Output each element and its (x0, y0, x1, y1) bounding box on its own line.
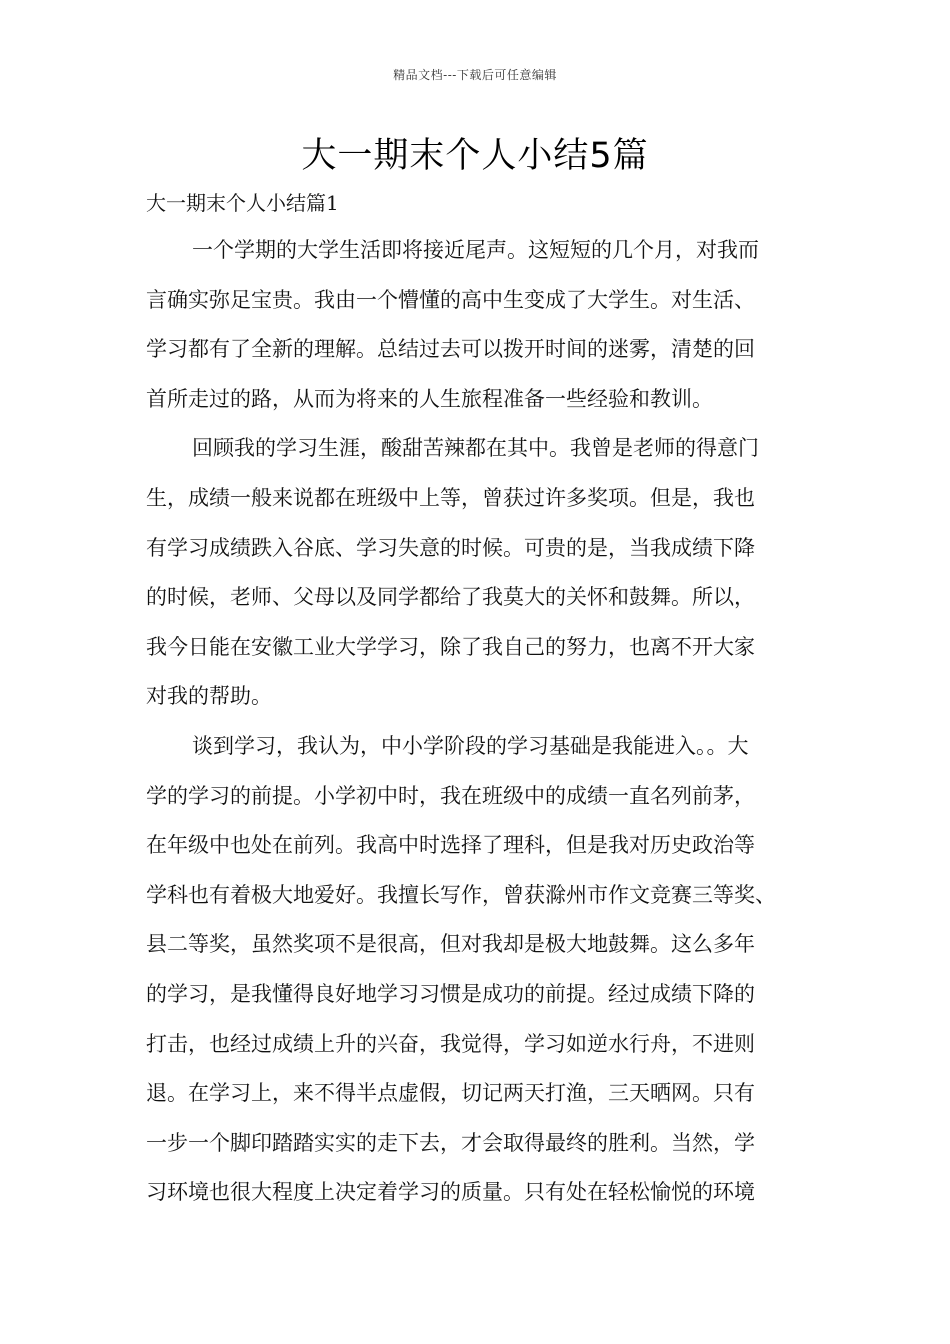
paragraph-line: 在年级中也处在前列。我高中时选择了理科，但是我对历史政治等 (146, 833, 755, 858)
paragraph-line: 首所走过的路，从而为将来的人生旅程准备一些经验和教训。 (146, 386, 713, 411)
paragraph-line: 县二等奖，虽然奖项不是很高，但对我却是极大地鼓舞。这么多年 (146, 932, 755, 957)
paragraph-line: 对我的帮助。 (146, 684, 272, 709)
paragraph-line: 一步一个脚印踏踏实实的走下去，才会取得最终的胜利。当然，学 (146, 1130, 755, 1155)
paragraph-line: 退。在学习上，来不得半点虚假，切记两天打渔，三天晒网。只有 (146, 1081, 755, 1106)
paragraph-line: 有学习成绩跌入谷底、学习失意的时候。可贵的是，当我成绩下降 (146, 535, 755, 560)
header-note: 精品文档---下载后可任意编辑 (393, 68, 557, 82)
paragraph-line: 打击，也经过成绩上升的兴奋，我觉得，学习如逆水行舟，不进则 (146, 1031, 755, 1056)
body-text (146, 226, 816, 1218)
paragraph-line: 回顾我的学习生涯，酸甜苦辣都在其中。我曾是老师的得意门 (192, 436, 759, 461)
paragraph-line: 一个学期的大学生活即将接近尾声。这短短的几个月，对我而 (192, 238, 759, 262)
paragraph-line: 的时候，老师、父母以及同学都给了我莫大的关怀和鼓舞。所以， (146, 585, 755, 610)
paragraph-line: 谈到学习，我认为，中小学阶段的学习基础是我能进入。。大 (192, 733, 749, 758)
paragraph-line: 习环境也很大程度上决定着学习的质量。只有处在轻松愉悦的环境 (146, 1180, 755, 1205)
paragraph-line: 学习都有了全新的理解。总结过去可以拨开时间的迷雾，清楚的回 (146, 337, 755, 362)
paragraph-line: 生，成绩一般来说都在班级中上等，曾获过许多奖项。但是，我也 (146, 485, 755, 510)
section-heading: 大一期末个人小结篇1 (146, 191, 339, 215)
paragraph-line: 的学习，是我懂得良好地学习习惯是成功的前提。经过成绩下降的 (146, 981, 755, 1006)
document-title: 大一期末个人小结5篇 (301, 136, 649, 176)
paragraph-line: 学的学习的前提。小学初中时，我在班级中的成绩一直名列前茅， (146, 783, 755, 808)
paragraph-line: 言确实弥足宝贵。我由一个懵懂的高中生变成了大学生。对生活、 (146, 287, 755, 312)
paragraph-line: 学科也有着极大地爱好。我擅长写作，曾获滁州市作文竞赛三等奖、 (146, 882, 776, 907)
paragraph-line: 我今日能在安徽工业大学学习，除了我自己的努力，也离不开大家 (146, 634, 755, 659)
